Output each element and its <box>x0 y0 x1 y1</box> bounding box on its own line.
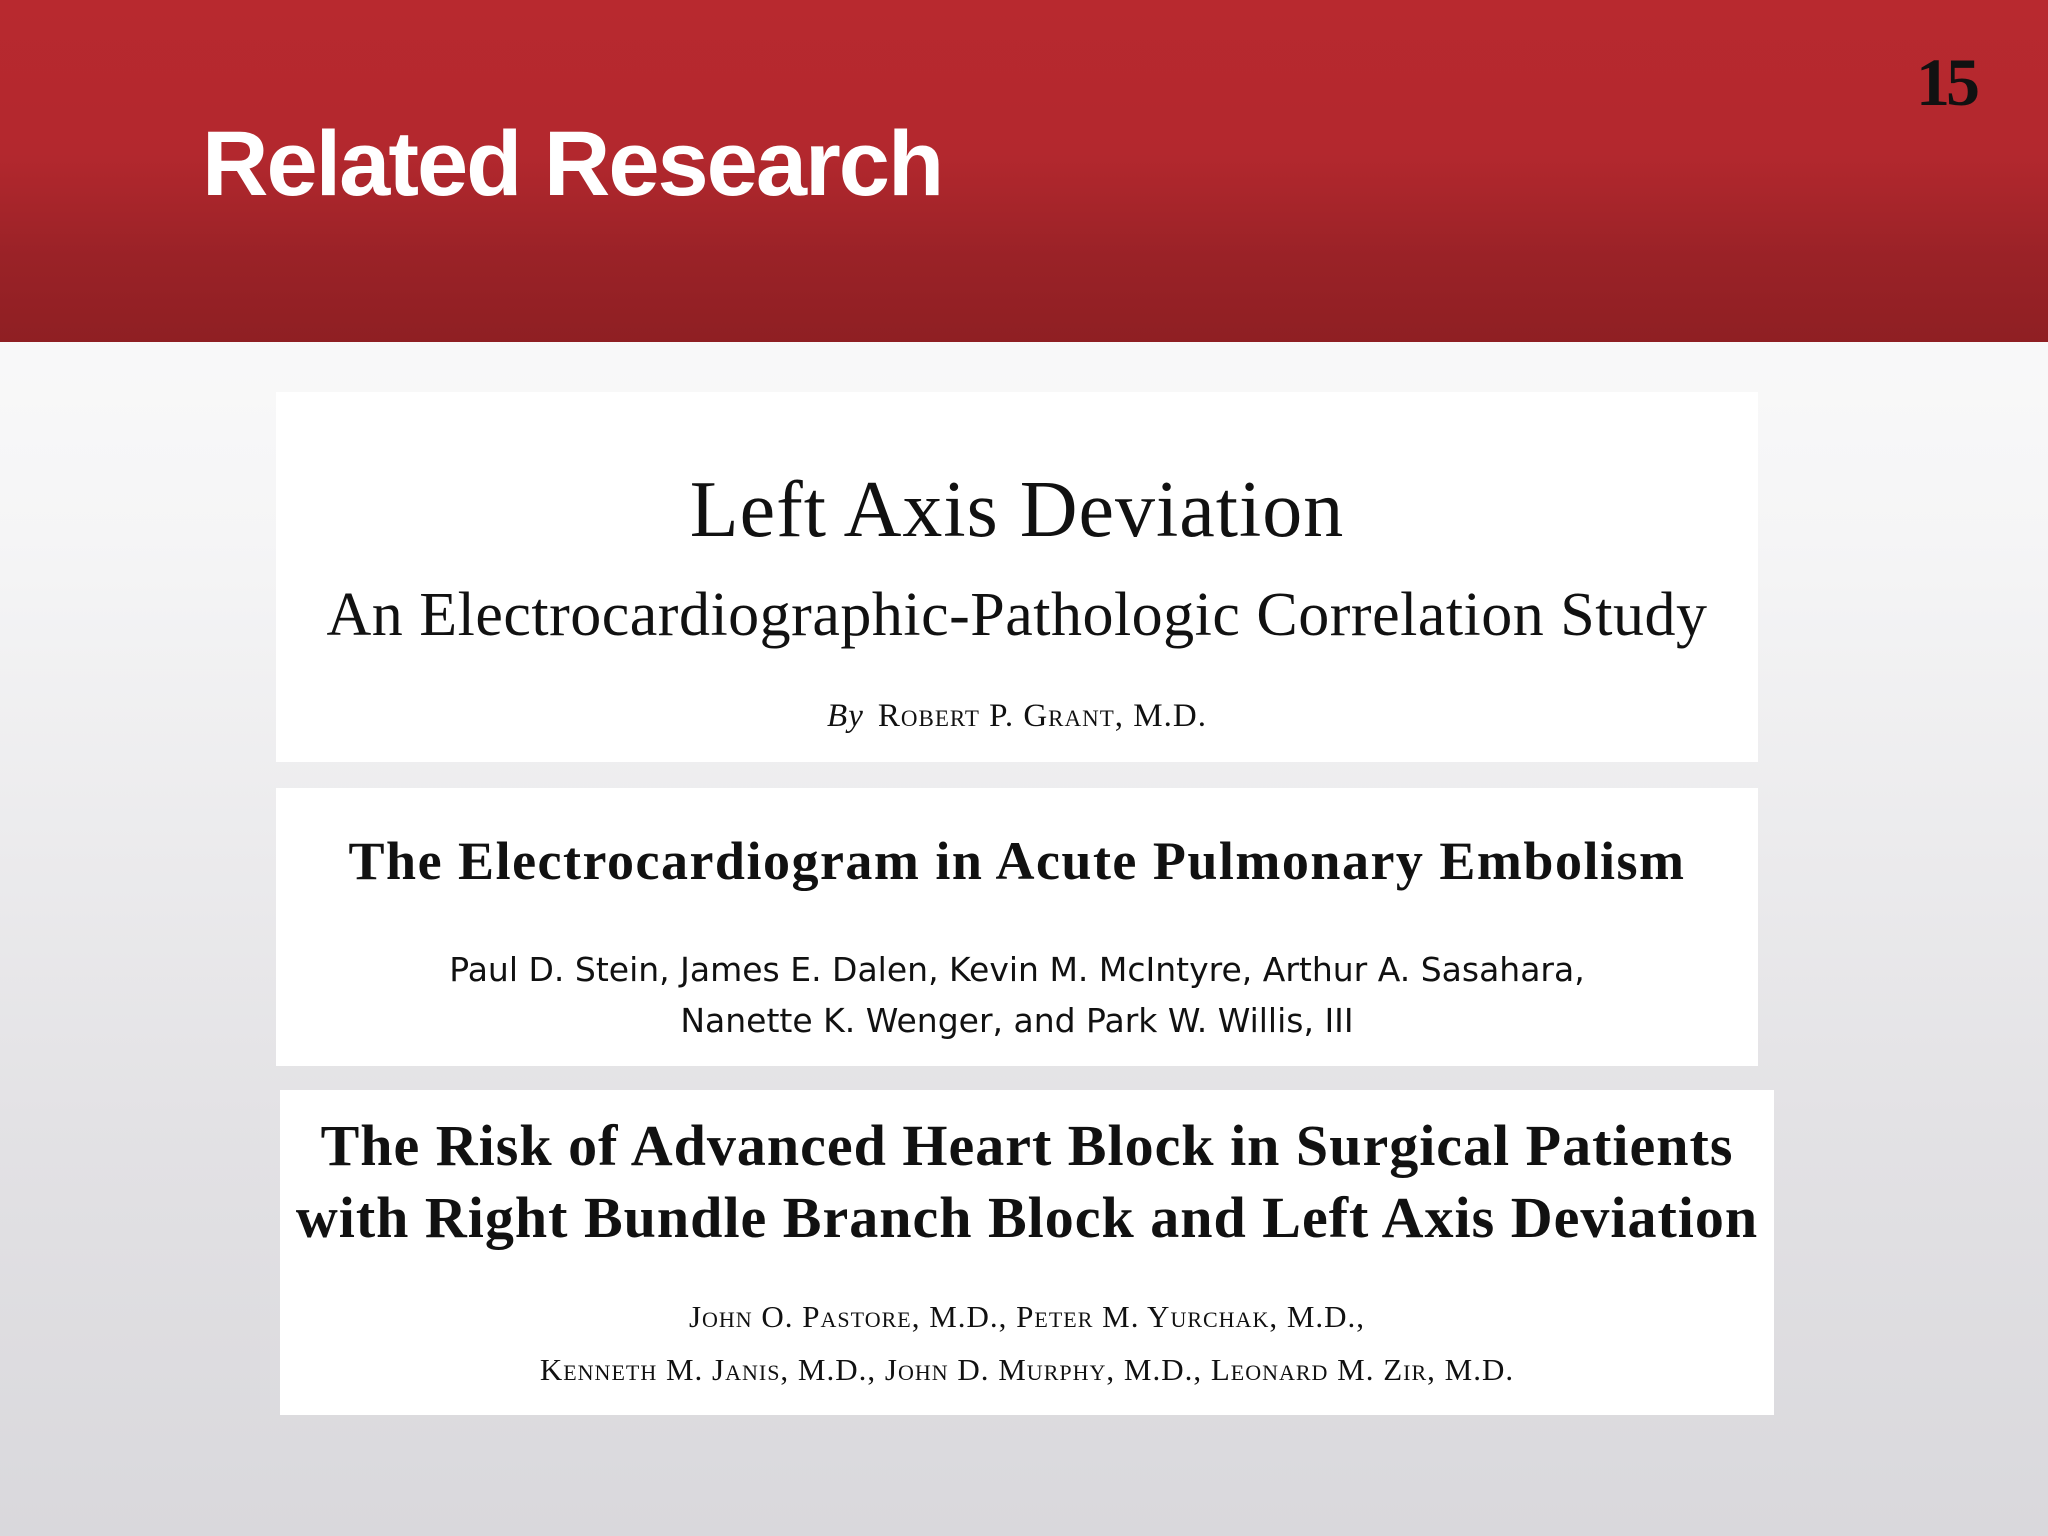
title-line: with Right Bundle Branch Block and Left Axis Deviation <box>295 1185 1759 1250</box>
paper-card-pulmonary-embolism <box>276 788 1758 1066</box>
paper-title: The Electrocardiogram in Acute Pulmonary Embolism <box>348 831 1686 891</box>
paper-author: Robert P. Grant, M.D. <box>877 698 1207 734</box>
authors-line: Nanette K. Wenger, and Park W. Willis, III <box>680 1001 1354 1040</box>
authors-line: John O. Pastore, M.D., Peter M. Yurchak, M.D., <box>688 1299 1366 1334</box>
slide-header <box>0 0 2048 342</box>
authors-line: Paul D. Stein, James E. Dalen, Kevin M. McIntyre, Arthur A. Sasahara, <box>449 950 1585 989</box>
paper-card-left-axis-deviation <box>276 392 1758 762</box>
paper-title: Left Axis Deviation <box>689 466 1345 554</box>
paper-byline <box>276 700 1758 733</box>
paper-subtitle: An Electrocardiographic-Pathologic Correlation Study <box>326 581 1708 649</box>
paper-authors <box>280 1290 1774 1396</box>
title-line: The Risk of Advanced Heart Block in Surgical Patients <box>320 1113 1734 1178</box>
byline-prefix: By <box>827 698 864 734</box>
authors-line: Kenneth M. Janis, M.D., John D. Murphy, M.D., Leonard M. Zir, M.D. <box>539 1352 1515 1387</box>
slide-number: 15 <box>1916 44 1976 120</box>
paper-authors <box>276 944 1758 1046</box>
paper-title <box>280 1110 1774 1254</box>
slide-title: Related Research <box>202 113 943 215</box>
paper-card-heart-block <box>280 1090 1774 1415</box>
